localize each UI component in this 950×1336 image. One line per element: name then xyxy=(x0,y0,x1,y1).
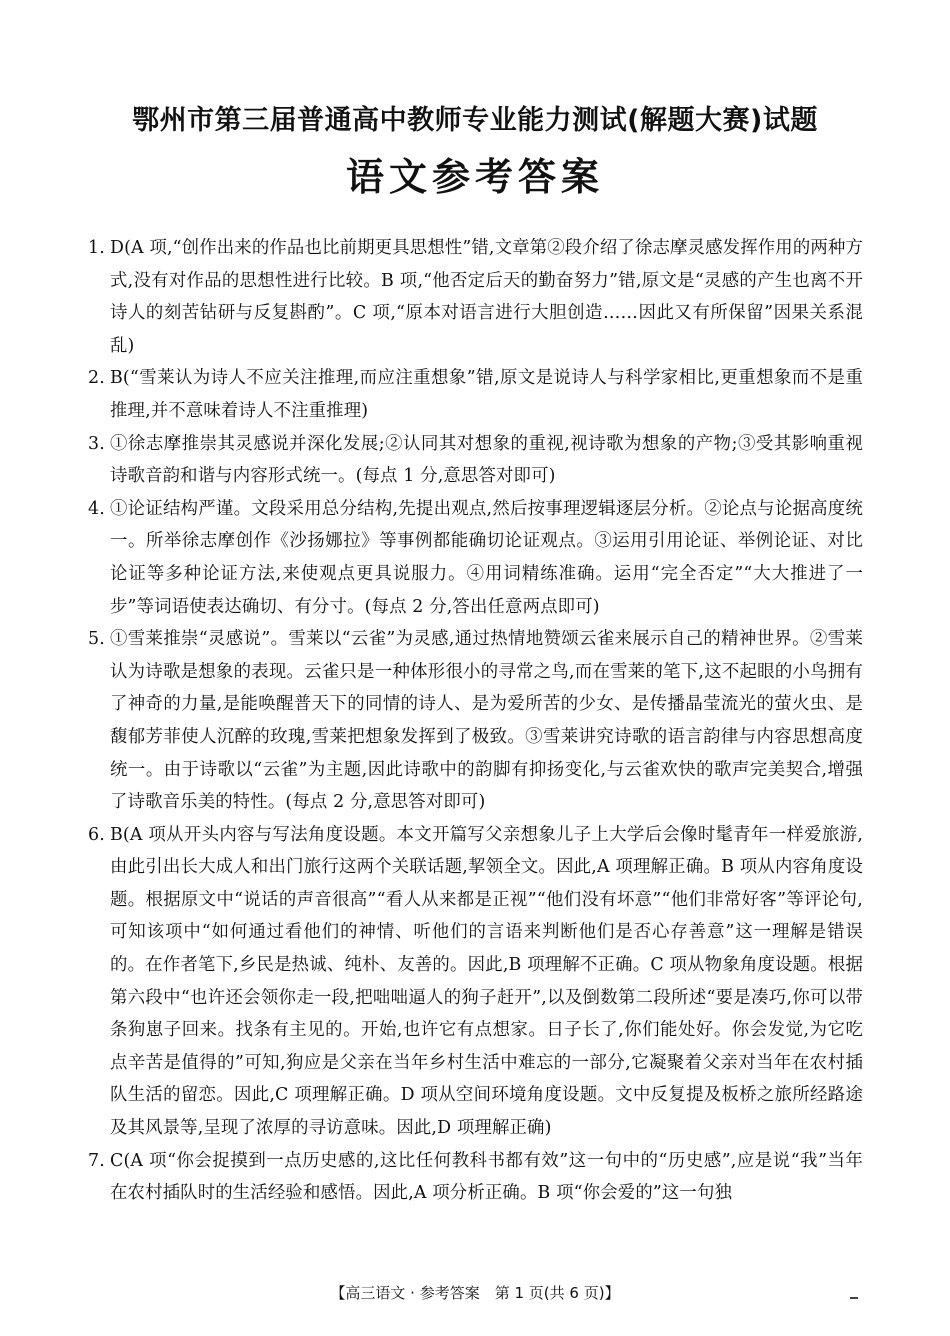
answer-number: 5. xyxy=(88,629,105,650)
answer-text: C(A 项“你会捉摸到一点历史感的,这比任何教科书都有效”这一句中的“历史感”,应是说“我”当年在农村插队时的生活经验和感悟。因此,A 项分析正确。B 项“你会爱的”这一句独 xyxy=(110,1150,863,1204)
answer-number: 2. xyxy=(88,368,105,389)
answer-item-2 xyxy=(88,362,863,427)
answer-list xyxy=(88,232,863,1210)
answer-number: 1. xyxy=(88,238,105,258)
answer-item-6 xyxy=(88,819,863,1145)
answer-text: ①论证结构严谨。文段采用总分结构,先提出观点,然后按事理逻辑逐层分析。②论点与论据高度统一。所举徐志摩创作《沙扬娜拉》等事例都能确切论证观点。③运用引用论证、举例论证、对比论证等多种论证方法,来使观点更具说服力。④用词精练准确。运用“完全否定”“大大推进了一步”等词语使表达确切、有分寸。(每点 2 分,答出任意两点即可) xyxy=(110,498,863,617)
page-footer: 【高三语文 · 参考答案 第 1 页(共 6 页)】 xyxy=(330,1284,620,1302)
answer-text: D(A 项,“创作出来的作品也比前期更具思想性”错,文章第②段介绍了徐志摩灵感发挥作用的两种方式,没有对作品的思想性进行比较。B 项,“他否定后天的勤奋努力”错,原文是“灵感的产生也离不开诗人的刻苦钻研与反复斟酌”。C 项,“原本对语言进行大胆创造……因此又有所保留”因果关系混乱) xyxy=(110,238,863,356)
answer-item-4 xyxy=(88,493,863,623)
corner-mark xyxy=(850,1297,858,1299)
answer-number: 6. xyxy=(88,824,105,845)
answer-text: ①雪莱推崇“灵感说”。雪莱以“云雀”为灵感,通过热情地赞颂云雀来展示自己的精神世界。②雪莱认为诗歌是想象的表现。云雀只是一种体形很小的寻常之鸟,而在雪莱的笔下,这不起眼的小鸟拥有了神奇的力量,是能唤醒普天下的同情的诗人、是为爱所苦的少女、是传播晶莹流光的萤火虫、是馥郁芳菲使人沉醉的玫瑰,雪莱把想象发挥到了极致。③雪莱讲究诗歌的语言韵律与内容思想高度统一。由于诗歌以“云雀”为主题,因此诗歌中的韵脚有抑扬变化,与云雀欢快的歌声完美契合,增强了诗歌音乐美的特性。(每点 2 分,意思答对即可) xyxy=(110,629,863,813)
answer-number: 3. xyxy=(88,433,105,454)
answer-number: 7. xyxy=(88,1150,105,1171)
answer-item-5 xyxy=(88,623,863,819)
answer-text: B(A 项从开头内容与写法角度设题。本文开篇写父亲想象儿子上大学后会像时髦青年一样爱旅游,由此引出长大成人和出门旅行这两个关联话题,挈领全文。因此,A 项理解正确。B 项从内容角度设题。根据原文中“说话的声音很高”“看人从来都是正视”“他们没有坏意”“他们非常好客”等评论句,可知该项中“如何通过看他们的神情、听他们的言语来判断他们是否心存善意”这一理解是错误的。在作者笔下,乡民是热诚、纯朴、友善的。因此,B 项理解不正确。C 项从物象角度设题。根据第六段中“也许还会领你走一段,把咄咄逼人的狗子赶开”,以及倒数第二段所述“要是凑巧,你可以带条狗崽子回来。找条有主见的。开始,也许它有点想家。日子长了,你们能处好。你会发觉,为它吃点辛苦是值得的”可知,狗应是父亲在当年乡村生活中难忘的一部分,它凝聚着父亲对当年在农村插队生活的留恋。因此,C 项理解正确。D 项从空间环境角度设题。文中反复提及板桥之旅所经路途及其风景等,呈现了浓厚的寻访意味。因此,D 项理解正确) xyxy=(110,824,863,1139)
answer-text: ①徐志摩推崇其灵感说并深化发展;②认同其对想象的重视,视诗歌为想象的产物;③受其影响重视诗歌音韵和谐与内容形式统一。(每点 1 分,意思答对即可) xyxy=(110,433,863,487)
exam-title: 鄂州市第三届普通高中教师专业能力测试(解题大赛)试题 xyxy=(132,105,818,136)
answer-number: 4. xyxy=(88,498,105,519)
answer-item-7 xyxy=(88,1145,863,1210)
answer-key-title: 语文参考答案 xyxy=(345,155,604,199)
answer-text: B(“雪莱认为诗人不应关注推理,而应注重想象”错,原文是说诗人与科学家相比,更重想象而不是重推理,并不意味着诗人不注重推理) xyxy=(110,368,863,421)
answer-item-1 xyxy=(88,232,863,362)
answer-item-3 xyxy=(88,428,863,493)
